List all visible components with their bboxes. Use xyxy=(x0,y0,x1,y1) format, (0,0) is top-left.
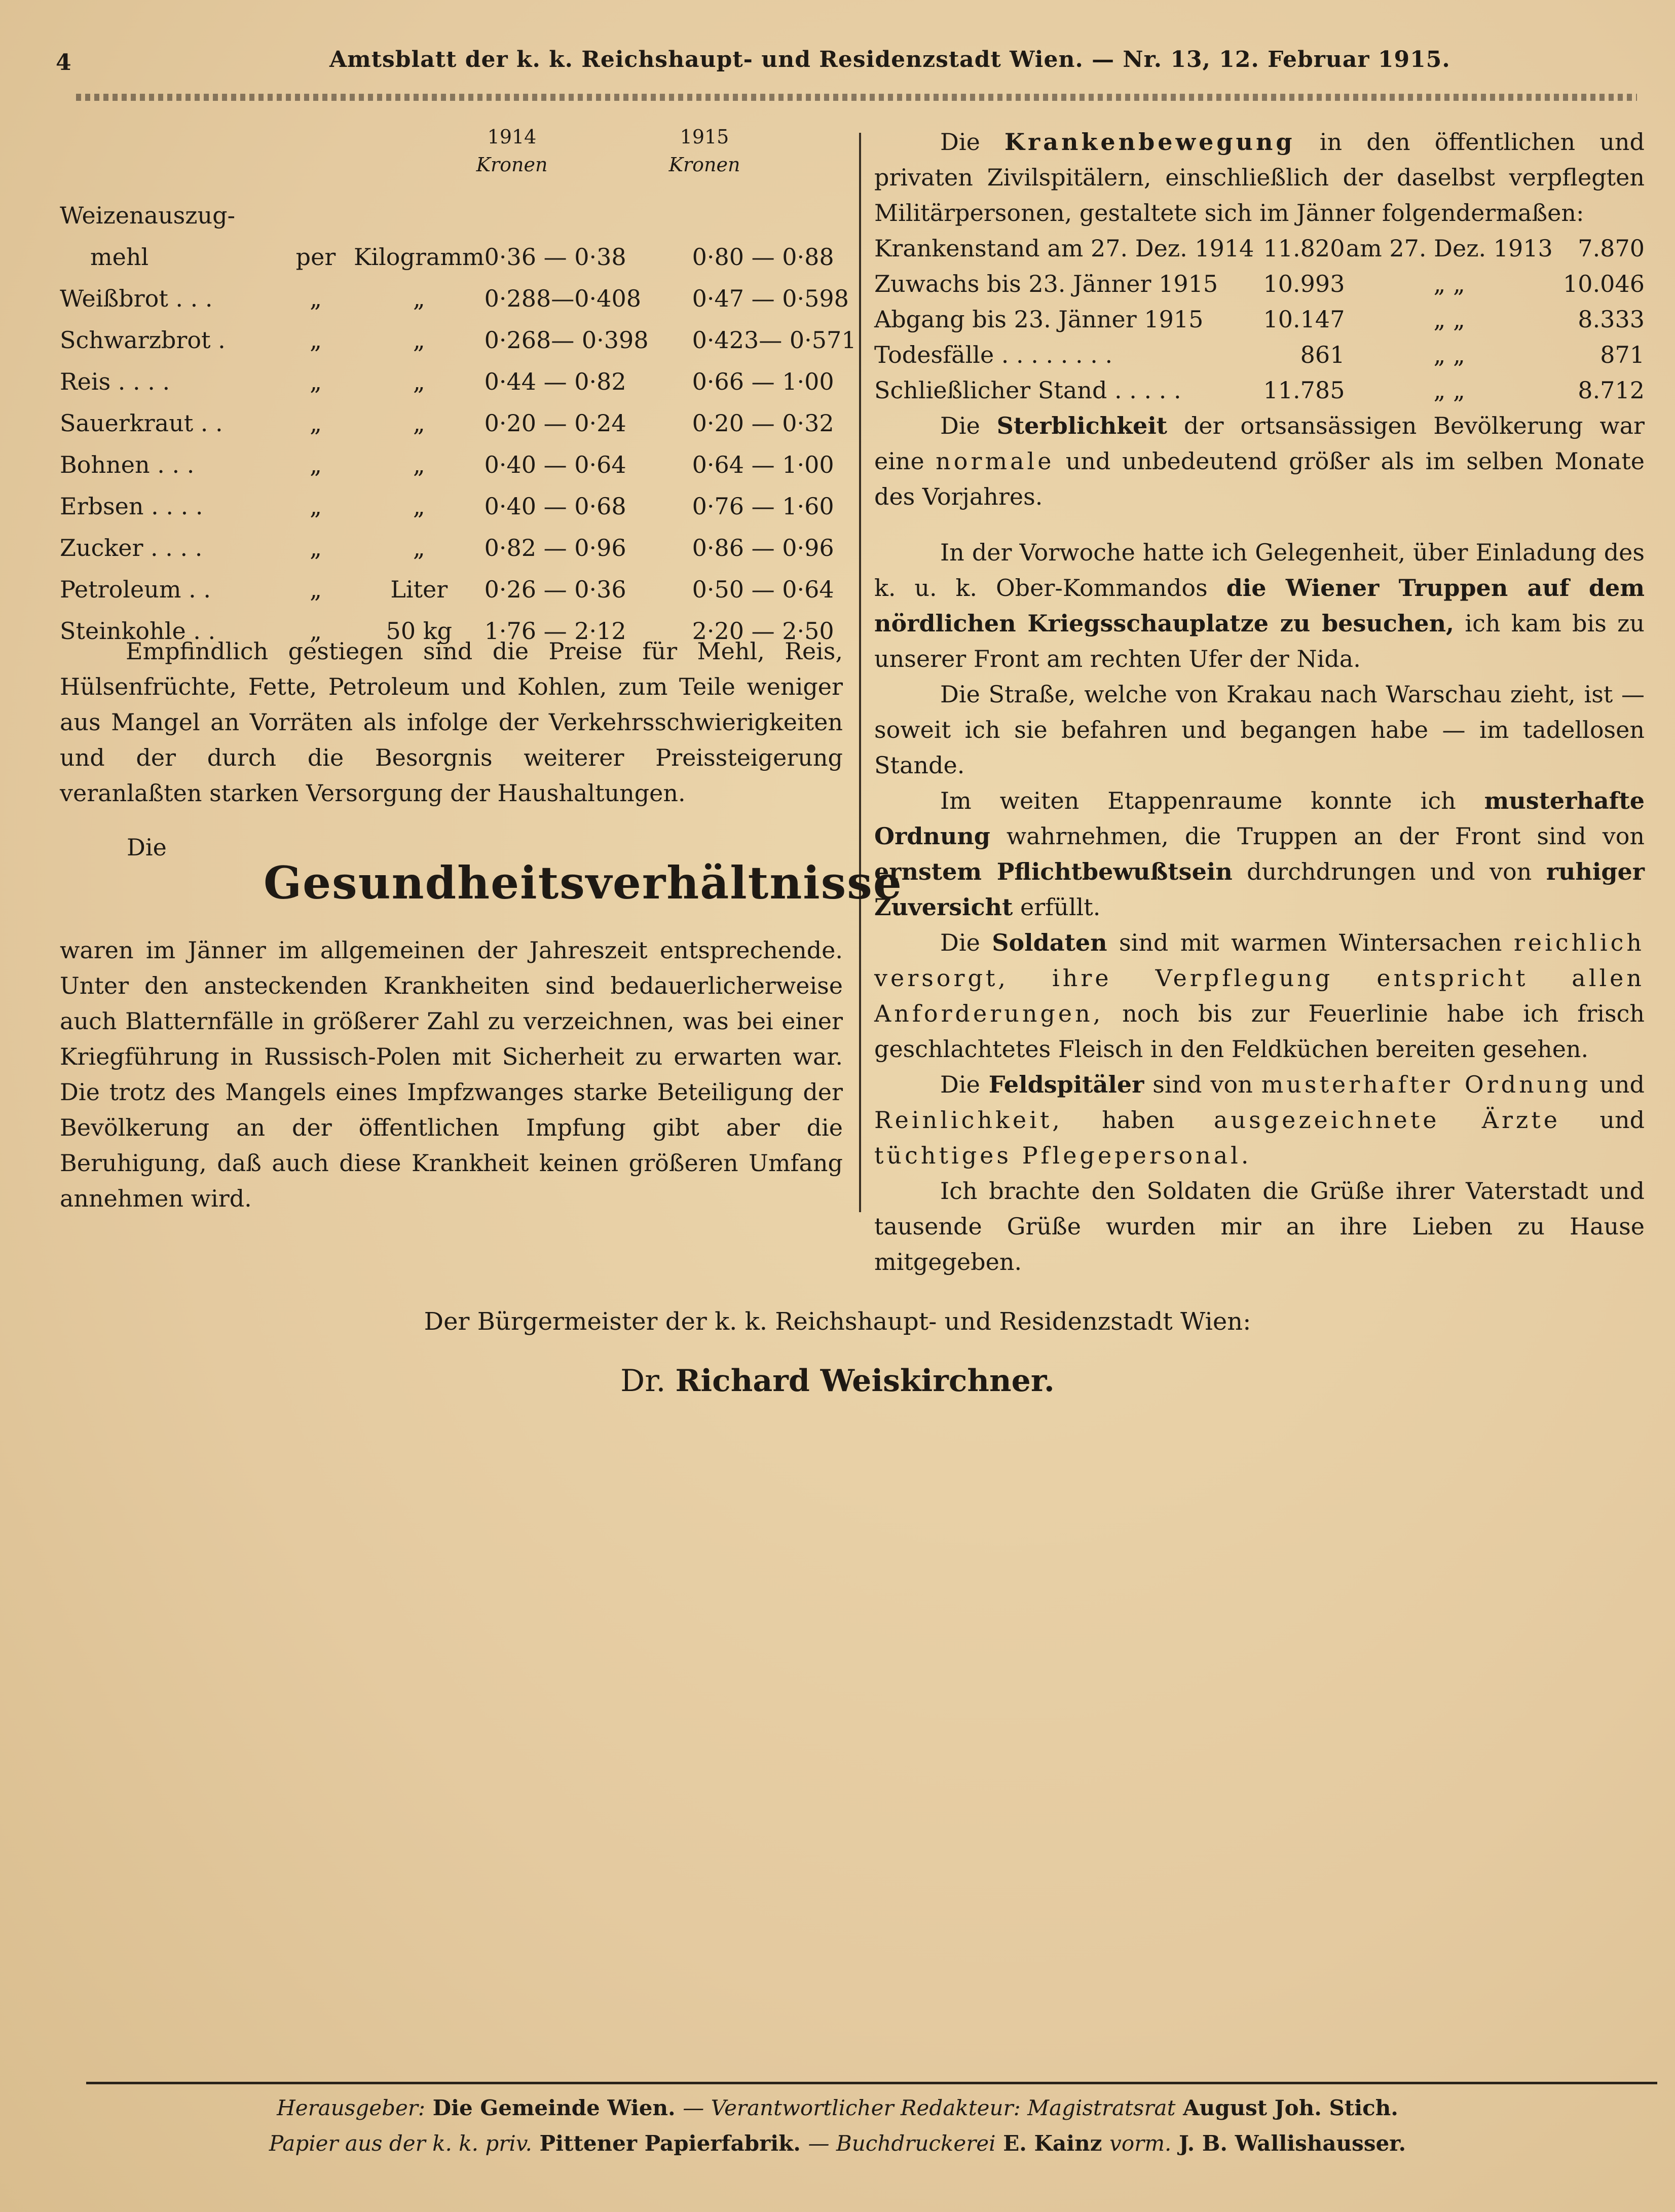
price-cell-name: Weißbrot . . . xyxy=(60,285,213,312)
text: ich kam bis zu unserer Front am rechten Ufer der Nida. xyxy=(874,610,1645,672)
stats-row xyxy=(874,372,1645,408)
price-cell-r1915: 0·80 — 0·88 xyxy=(692,243,834,271)
price-cell-measure: „ xyxy=(413,534,425,561)
text: In der Vorwoche hatte ich Gelegenheit, über Einladung des k. u. k. Ober-Kommandos xyxy=(874,539,1645,602)
text: erfüllt. xyxy=(1020,893,1101,921)
price-cell-name: Weizenauszug- xyxy=(60,202,236,229)
text: sind von xyxy=(1152,1071,1253,1098)
stats-cell-v1913: 7.870 xyxy=(1578,235,1645,262)
footer-divider xyxy=(86,2082,1657,2084)
keyword: die Wiener Truppen auf dem nördlichen Kriegsschauplatze zu besuchen, xyxy=(874,574,1645,637)
price-cell-r1915: 0·423— 0·571 xyxy=(692,326,857,354)
price-cell-r1915: 2·20 — 2·50 xyxy=(692,617,834,645)
price-cell-r1914: 0·26 — 0·36 xyxy=(484,576,626,603)
text: haben xyxy=(1102,1106,1175,1134)
keyword: Feldspitäler xyxy=(988,1071,1144,1098)
price-cell-r1914: 0·20 — 0·24 xyxy=(484,409,626,437)
text: vorm. xyxy=(1109,2131,1172,2156)
keyword: Soldaten xyxy=(992,929,1107,956)
price-cell-name: mehl xyxy=(90,243,149,271)
stats-table xyxy=(874,231,1645,408)
publisher: Die Gemeinde Wien. xyxy=(432,2095,676,2120)
price-cell-measure: Liter xyxy=(390,576,448,603)
keyword: Sterblichkeit xyxy=(996,412,1168,439)
stats-row xyxy=(874,266,1645,302)
stats-cell-label: Abgang bis 23. Jänner 1915 xyxy=(874,306,1204,333)
currency-1914: Kronen xyxy=(476,154,548,176)
price-row xyxy=(60,188,885,229)
left-paragraph-2 xyxy=(60,932,843,1216)
text: — Buchdruckerei xyxy=(808,2131,996,2156)
stats-cell-label2: „ „ xyxy=(1433,377,1465,404)
price-row xyxy=(60,478,885,520)
text: Die xyxy=(940,1071,980,1098)
stats-cell-v1913: 8.333 xyxy=(1578,306,1645,333)
signature-title: Dr. xyxy=(620,1363,666,1399)
currency-1915: Kronen xyxy=(668,154,740,176)
keyword: ernstem Pflichtbewußtsein xyxy=(874,858,1233,885)
price-cell-r1914 xyxy=(485,188,692,229)
price-cell-r1915: 0·66 — 1·00 xyxy=(692,368,834,395)
text: Herausgeber: xyxy=(277,2095,426,2120)
price-row xyxy=(60,437,885,478)
price-cell-name: Sauerkraut . . xyxy=(60,409,223,437)
price-cell-r1915 xyxy=(692,188,885,229)
page-number: 4 xyxy=(56,50,71,76)
page-title: Amtsblatt der k. k. Reichshaupt- und Residenzstadt Wien. — Nr. 13, 12. Februar 1915. xyxy=(329,47,1450,72)
stats-cell-label: Schließlicher Stand . . . . . xyxy=(874,377,1181,404)
price-cell-r1914: 0·40 — 0·68 xyxy=(484,493,626,520)
price-cell-name: Steinkohle . . xyxy=(60,617,216,645)
price-row xyxy=(60,312,885,354)
price-cell-unit: „ xyxy=(310,451,322,478)
signature-line: Der Bürgermeister der k. k. Reichshaupt- und Residenzstadt Wien: xyxy=(424,1307,1251,1336)
text: und unbedeutend größer als im selben Monate des Vorjahres. xyxy=(874,447,1645,510)
stats-cell-label2: „ „ xyxy=(1433,270,1465,297)
keyword: Krankenbewegung xyxy=(1004,128,1295,156)
text: Die xyxy=(940,929,980,956)
price-cell-r1914: 1·76 — 2·12 xyxy=(484,617,626,645)
printer: E. Kainz xyxy=(1003,2131,1102,2156)
price-cell-measure: „ xyxy=(413,493,425,520)
prices-paragraph: Empfindlich gestiegen sind die Preise für Mehl, Reis, Hülsenfrüchte, Fette, Petroleum und Kohlen, zum Teile weniger aus Mangel an Vorräten als infolge der Verkehrsschwierigkeiten und der durch die Besorgnis weiterer Preissteigerung veranlaßten starken Versorgung der Haushaltungen. xyxy=(60,638,843,807)
stats-row xyxy=(874,302,1645,337)
price-cell-measure: „ xyxy=(413,326,425,354)
text: durchdrungen und von xyxy=(1247,858,1532,885)
price-cell-r1914: 0·288—0·408 xyxy=(484,285,641,312)
keyword: ausgezeichnete Ärzte xyxy=(1214,1106,1560,1134)
price-row xyxy=(60,271,885,312)
price-cell-name: Bohnen . . . xyxy=(60,451,195,478)
page-header xyxy=(56,47,1525,82)
right-column xyxy=(874,124,1645,1280)
signature-person: Richard Weiskirchner. xyxy=(675,1363,1055,1399)
price-cell-unit: „ xyxy=(310,576,322,603)
price-cell-measure: „ xyxy=(413,368,425,395)
price-cell-unit: „ xyxy=(310,409,322,437)
keyword: musterhafter Ordnung xyxy=(1261,1071,1591,1098)
stats-row xyxy=(874,337,1645,372)
signature-name xyxy=(0,1363,1675,1399)
text: und xyxy=(1599,1071,1645,1098)
price-cell-measure: „ xyxy=(413,285,425,312)
keyword: reichlich versorgt, ihre Verpflegung entspricht allen Anforderungen, xyxy=(874,929,1645,1027)
text: der ortsansässigen Bevölkerung war eine xyxy=(874,412,1645,475)
year-1914: 1914 xyxy=(487,126,537,148)
keyword: Reinlichkeit, xyxy=(874,1106,1063,1134)
text: noch bis zur Feuerlinie habe ich frisch geschlachtetes Fleisch in den Feldküchen bereiten gesehen. xyxy=(874,1000,1645,1063)
stats-cell-v1915: 10.993 xyxy=(1263,270,1345,297)
text: Die xyxy=(940,412,980,439)
paper-maker: Pittener Papierfabrik. xyxy=(539,2131,801,2156)
greeting-paragraph: Ich brachte den Soldaten die Grüße ihrer Vaterstadt und tausende Grüße wurden mir an ihre Lieben zu Hause mitgegeben. xyxy=(874,1177,1645,1276)
price-row xyxy=(60,520,885,561)
price-cell-unit: „ xyxy=(310,368,322,395)
price-cell-unit xyxy=(278,188,354,229)
stats-cell-label2: am 27. Dez. 1913 xyxy=(1346,235,1553,262)
price-table xyxy=(60,188,885,645)
stats-row xyxy=(874,231,1645,266)
price-cell-name: Schwarzbrot . xyxy=(60,326,226,354)
price-cell-unit: „ xyxy=(310,285,322,312)
stats-cell-v1913: 871 xyxy=(1600,341,1645,368)
die-word: Die xyxy=(127,834,167,861)
price-cell-r1915: 0·47 — 0·598 xyxy=(692,285,849,312)
price-cell-name: Petroleum . . xyxy=(60,576,211,603)
price-cell-r1915: 0·64 — 1·00 xyxy=(692,451,834,478)
year-1915: 1915 xyxy=(680,126,729,148)
road-paragraph: Die Straße, welche von Krakau nach Warschau zieht, ist — soweit ich sie befahren und begangen habe — im tadellosen Stande. xyxy=(874,681,1645,779)
keyword: ruhiger Zuversicht xyxy=(874,858,1645,921)
stats-cell-v1913: 10.046 xyxy=(1563,270,1645,297)
price-cell-measure xyxy=(354,188,485,229)
footer-line-2 xyxy=(0,2131,1675,2156)
price-cell-r1915: 0·86 — 0·96 xyxy=(692,534,834,561)
text: Die xyxy=(940,128,980,156)
price-cell-unit: „ xyxy=(310,493,322,520)
price-cell-unit: „ xyxy=(310,617,322,645)
keyword: musterhafte Ordnung xyxy=(874,787,1645,850)
stats-cell-label2: „ „ xyxy=(1433,306,1465,333)
price-cell-r1914: 0·268— 0·398 xyxy=(484,326,649,354)
footer-line-1 xyxy=(0,2095,1675,2120)
price-cell-unit: „ xyxy=(310,326,322,354)
price-cell-measure: Kilogramm xyxy=(354,243,485,271)
header-divider xyxy=(76,94,1637,101)
price-cell-r1914: 0·36 — 0·38 xyxy=(484,243,626,271)
section-heading: Gesundheitsverhältnisse xyxy=(264,856,903,909)
price-cell-name: Erbsen . . . . xyxy=(60,493,203,520)
price-cell-measure: 50 kg xyxy=(386,617,453,645)
text: und xyxy=(1599,1106,1645,1134)
text: wahrnehmen, die Truppen an der Front sind von xyxy=(1006,822,1645,850)
text: sind mit warmen Wintersachen xyxy=(1119,929,1502,956)
price-cell-name: Reis . . . . xyxy=(60,368,170,395)
price-cell-measure: „ xyxy=(413,451,425,478)
text: Papier aus der k. k. priv. xyxy=(269,2131,532,2156)
left-paragraph-1 xyxy=(60,633,843,811)
price-cell-r1914: 0·40 — 0·64 xyxy=(484,451,626,478)
price-cell-r1915: 0·76 — 1·60 xyxy=(692,493,834,520)
health-paragraph: waren im Jänner im allgemeinen der Jahreszeit entsprechende. Unter den ansteckenden Krankheiten sind bedauerlicherweise auch Blatternfälle in größerer Zahl zu verzeichnen, was bei einer Kriegführung in Russisch-Polen mit Sicherheit zu erwarten war. Die trotz des Mangels eines Impfzwanges starke Beteiligung der Bevölkerung an der öffentlichen Impfung gibt aber die Beruhigung, daß auch diese Krankheit keinen größeren Umfang annehmen wird. xyxy=(60,936,843,1212)
price-cell-unit: per xyxy=(295,243,336,271)
price-row xyxy=(60,354,885,395)
stats-cell-label: Todesfälle . . . . . . . . xyxy=(874,341,1113,368)
printer-former: J. B. Wallishausser. xyxy=(1179,2131,1406,2156)
price-cell-r1915: 0·50 — 0·64 xyxy=(692,576,834,603)
keyword: tüchtiges Pflegepersonal. xyxy=(874,1142,1252,1169)
stats-cell-v1915: 11.820 xyxy=(1263,235,1345,262)
stats-cell-v1915: 11.785 xyxy=(1263,377,1345,404)
stats-cell-label2: „ „ xyxy=(1433,341,1465,368)
stats-cell-v1915: 861 xyxy=(1300,341,1345,368)
price-cell-measure: „ xyxy=(413,409,425,437)
keyword: normale xyxy=(936,447,1055,475)
stats-cell-v1913: 8.712 xyxy=(1578,377,1645,404)
text: in den öffentlichen und privaten Zivilspitälern, einschließlich der daselbst verpflegten Militärpersonen, gestaltete sich im Jänner folgendermaßen: xyxy=(874,128,1645,227)
text: — Verantwortlicher Redakteur: Magistratsrat xyxy=(683,2095,1176,2120)
price-cell-r1914: 0·82 — 0·96 xyxy=(484,534,626,561)
price-cell-r1915: 0·20 — 0·32 xyxy=(692,409,834,437)
stats-cell-label: Krankenstand am 27. Dez. 1914 xyxy=(874,235,1254,262)
price-row xyxy=(60,395,885,437)
stats-cell-label: Zuwachs bis 23. Jänner 1915 xyxy=(874,270,1218,297)
price-cell-name: Zucker . . . . xyxy=(60,534,203,561)
price-cell-r1914: 0·44 — 0·82 xyxy=(484,368,626,395)
editor: August Joh. Stich. xyxy=(1183,2095,1398,2120)
price-row xyxy=(60,561,885,603)
price-cell-unit: „ xyxy=(310,534,322,561)
price-row xyxy=(60,229,885,271)
text: Im weiten Etappenraume konnte ich xyxy=(940,787,1456,814)
stats-cell-v1915: 10.147 xyxy=(1263,306,1345,333)
